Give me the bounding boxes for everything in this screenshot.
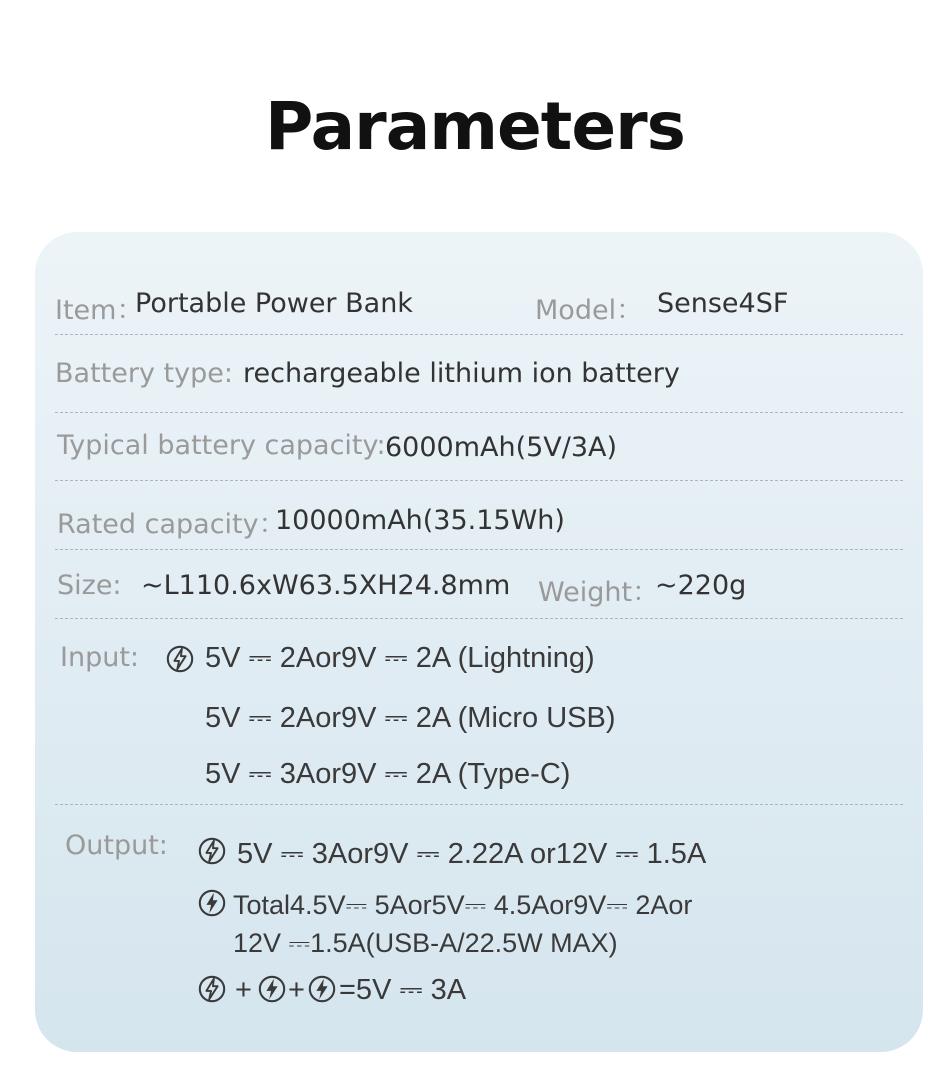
input-line-micro-usb: 5V ⎓ 2Aor9V ⎓ 2A (Micro USB) <box>205 702 616 734</box>
divider <box>55 618 903 619</box>
fast-charge-icon <box>197 974 227 1004</box>
fast-charge-icon <box>197 836 227 866</box>
fast-charge-solid-icon <box>307 974 337 1004</box>
model-value: Sense4SF <box>657 288 789 319</box>
rated-capacity-value: 10000mAh(35.15Wh) <box>275 505 565 536</box>
output-line-main: 5V ⎓ 3Aor9V ⎓ 2.22A or12V ⎓ 1.5A <box>237 838 707 870</box>
plus-sign: + <box>288 974 305 1006</box>
model-label: Model： <box>535 295 644 326</box>
output-combined: =5V ⎓ 3A <box>339 974 467 1006</box>
page-title: Parameters <box>265 88 685 165</box>
battery-type-label: Battery type: <box>55 358 233 389</box>
size-value: ~L110.6xW63.5XH24.8mm <box>141 570 511 601</box>
item-label: Item： <box>55 295 144 326</box>
output-label: Output: <box>65 830 168 861</box>
item-value: Portable Power Bank <box>135 288 413 319</box>
output-line-usb-a-cont: 12V ⎓1.5A(USB-A/22.5W MAX) <box>233 928 618 958</box>
typical-capacity-value: 6000mAh(5V/3A) <box>385 432 618 463</box>
fast-charge-solid-icon <box>197 888 227 918</box>
input-line-lightning: 5V ⎓ 2Aor9V ⎓ 2A (Lightning) <box>205 642 595 674</box>
input-line-type-c: 5V ⎓ 3Aor9V ⎓ 2A (Type-C) <box>205 758 571 790</box>
plus-sign: + <box>235 974 252 1006</box>
divider <box>55 804 903 805</box>
divider <box>55 549 903 550</box>
weight-label: Weight： <box>538 577 660 608</box>
weight-value: ~220g <box>655 570 747 601</box>
divider <box>55 480 903 481</box>
size-label: Size: <box>57 570 122 601</box>
typical-capacity-label: Typical battery capacity: <box>57 430 386 461</box>
fast-charge-icon <box>165 644 195 674</box>
battery-type-value: rechargeable lithium ion battery <box>243 358 680 389</box>
output-line-usb-a: Total4.5V⎓ 5Aor5V⎓ 4.5Aor9V⎓ 2Aor <box>233 890 693 920</box>
fast-charge-solid-icon <box>257 974 287 1004</box>
parameters-card <box>35 232 923 1052</box>
input-label: Input: <box>60 642 140 673</box>
rated-capacity-label: Rated capacity： <box>57 509 286 540</box>
divider <box>55 412 903 413</box>
divider <box>55 334 903 335</box>
